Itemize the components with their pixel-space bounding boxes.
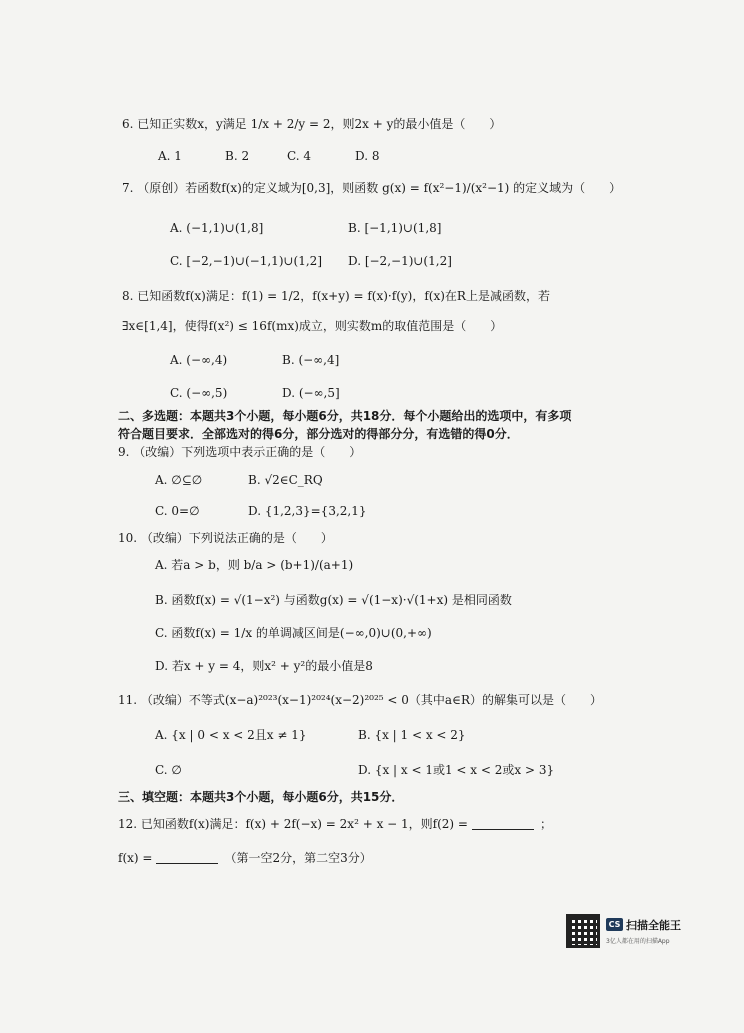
question-8-option-b: B. (−∞,4]: [282, 353, 340, 367]
question-7-option-a: A. (−1,1)∪(1,8]: [170, 221, 264, 235]
question-12-fx-label: f(x) =: [118, 851, 153, 865]
question-8-option-d: D. (−∞,5]: [282, 386, 340, 400]
question-6-option-b: B. 2: [225, 149, 250, 163]
camscanner-logo-icon: CS: [606, 918, 623, 931]
question-11-option-a: A. {x | 0 < x < 2且x ≠ 1}: [155, 728, 307, 742]
answer-blank-1[interactable]: [472, 817, 534, 830]
question-10-option-a: A. 若a > b，则 b/a > (b+1)/(a+1): [155, 558, 354, 572]
question-12-line2: [118, 850, 372, 866]
question-8-option-a: A. (−∞,4): [170, 353, 228, 367]
question-8-stem-line2: ∃x∈[1,4]，使得f(x²) ≤ 16f(mx)成立，则实数m的取值范围是（ ）: [122, 319, 503, 333]
question-7-stem: 7. （原创）若函数f(x)的定义域为[0,3]，则函数 g(x) = f(x²−1)/(x²−1) 的定义域为（ ）: [122, 181, 622, 195]
question-9-stem: 9. （改编）下列选项中表示正确的是（ ）: [118, 445, 362, 459]
question-11-stem: 11. （改编）不等式(x−a)²⁰²³(x−1)²⁰²⁴(x−2)²⁰²⁵ < 0（其中a∈R）的解集可以是（ ）: [118, 693, 602, 707]
answer-blank-2[interactable]: [156, 851, 218, 864]
question-8-stem-line1: 8. 已知函数f(x)满足：f(1) = 1/2，f(x+y) = f(x)·f(y)，f(x)在R上是减函数，若: [122, 289, 550, 303]
question-12-score-note: （第一空2分，第二空3分）: [224, 851, 372, 865]
camscanner-name: 扫描全能王: [626, 919, 681, 932]
camscanner-tagline: 3亿人都在用的扫描App: [606, 938, 670, 945]
qr-code-icon: [566, 914, 600, 948]
question-12-line1: [118, 816, 552, 832]
question-12-separator: ；: [539, 817, 552, 831]
question-10-option-d: D. 若x + y = 4，则x² + y²的最小值是8: [155, 659, 373, 673]
question-8-option-c: C. (−∞,5): [170, 386, 228, 400]
question-9-option-b: B. √2∈C_RQ: [248, 473, 323, 487]
section-2-heading-line1: 二、多选题：本题共3个小题，每小题6分，共18分．每个小题给出的选项中，有多项: [118, 409, 572, 423]
question-10-option-c: C. 函数f(x) = 1/x 的单调减区间是(−∞,0)∪(0,+∞): [155, 626, 432, 640]
question-10-stem: 10. （改编）下列说法正确的是（ ）: [118, 531, 333, 545]
question-7-option-c: C. [−2,−1)∪(−1,1)∪(1,2]: [170, 254, 322, 268]
question-6-option-c: C. 4: [287, 149, 312, 163]
question-10-option-b: B. 函数f(x) = √(1−x²) 与函数g(x) = √(1−x)·√(1+x) 是相同函数: [155, 593, 512, 607]
question-7-option-b: B. [−1,1)∪(1,8]: [348, 221, 442, 235]
question-9-option-d: D. {1,2,3}={3,2,1}: [248, 504, 367, 518]
question-7-option-d: D. [−2,−1)∪(1,2]: [348, 254, 452, 268]
question-11-option-b: B. {x | 1 < x < 2}: [358, 728, 466, 742]
question-6-option-a: A. 1: [158, 149, 182, 163]
question-11-option-d: D. {x | x < 1或1 < x < 2或x > 3}: [358, 763, 555, 777]
question-11-option-c: C. ∅: [155, 763, 182, 777]
question-12-stem: 12. 已知函数f(x)满足：f(x) + 2f(−x) = 2x² + x − 1，则f(2) =: [118, 817, 468, 831]
question-9-option-c: C. 0=∅: [155, 504, 200, 518]
section-3-heading: 三、填空题：本题共3个小题，每小题6分，共15分．: [118, 790, 404, 804]
question-6-option-d: D. 8: [355, 149, 380, 163]
question-9-option-a: A. ∅⊆∅: [155, 473, 203, 487]
section-2-heading-line2: 符合题目要求．全部选对的得6分，部分选对的得部分分，有选错的得0分．: [118, 427, 519, 441]
question-6-stem: 6. 已知正实数x，y满足 1/x + 2/y = 2，则2x + y的最小值是（ ）: [122, 117, 502, 131]
